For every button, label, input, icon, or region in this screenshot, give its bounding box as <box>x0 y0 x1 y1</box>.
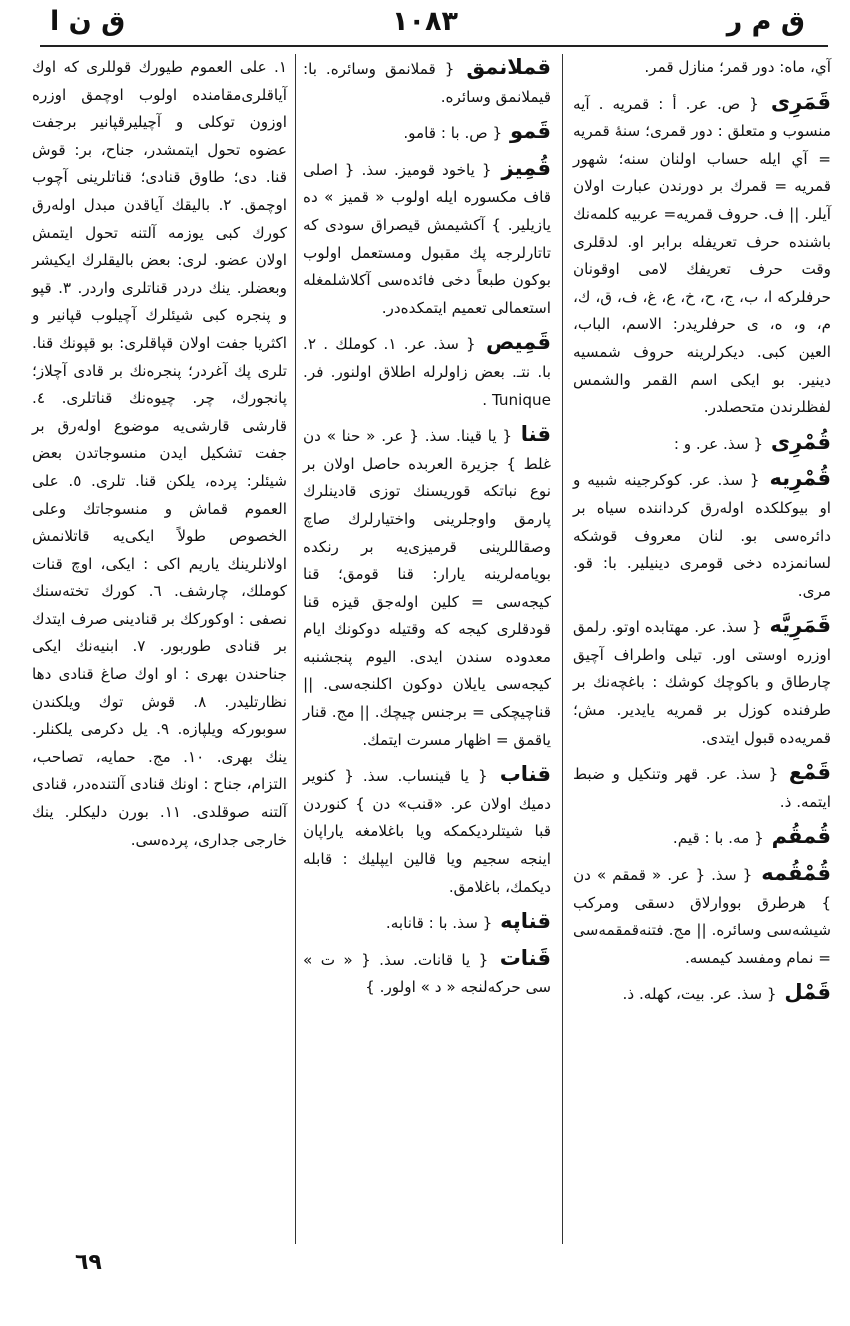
entry-definition: { يا قانات. سذ. { « ت » سى حركه‌لنجه « د » اولور. } <box>303 950 551 997</box>
dictionary-entry <box>573 54 831 82</box>
dictionary-entry <box>573 89 831 422</box>
dictionary-entry <box>573 465 831 605</box>
entry-headword: قنا <box>520 422 551 447</box>
entry-definition: { سذ. { عر. « قمقم » دن } هرطرق بووارلاق دسقى ومركب شيشه‌سى وسائره. || مج. فتنه‌قمقمه‌سى = نمام ومفسد كيمسه. <box>573 866 831 967</box>
entry-definition: { ياخود قوميز. سذ. { اصلى قاف مكسوره ايله اولوب « قميز » ده يازيلير. } آكشيمش قيصراق سودى كه تاتارلرجه پك مقبول ومستعمل اولوب بوكون طبعاً دخى فائده‌سى آكلاشلمغله استعمالى تعميم ايتمكده‌در. <box>303 160 551 317</box>
dictionary-entry <box>573 823 831 853</box>
column-right <box>573 54 831 1016</box>
entry-headword: قناپه <box>500 909 551 934</box>
header-right-letters: ق م ر <box>726 6 805 37</box>
entry-definition: { سذ. عر. مهتابده اوتو. رلمق اوزره اوستى اور. تيلى واطراف آچيق چارطاق و باكوچك كوشك : باغچه‌نك بر طرفنده كوزل بر قمريه يايدير. مش؛ قمريه‌ده قبول ايتدى. <box>573 618 831 747</box>
entry-definition: { سذ. عر. بيت، كهله. ذ. <box>622 985 782 1004</box>
header-rule <box>40 45 828 47</box>
dictionary-entry <box>303 908 551 938</box>
header-page-number: ١٠٨٣ <box>392 6 458 37</box>
entry-definition: { يا قينساب. سذ. { كنوير دميك اولان عر. «قنب» دن } كنوردن قبا شيتلرديكمكه ويا باغلامغه ياراپان اينجه سجيم ويا قالين ايپليك : قابله ديكمك، باغلامق. <box>303 767 551 896</box>
entry-headword: قُمِيز <box>501 155 551 180</box>
entry-headword: قناب <box>499 762 551 787</box>
column-divider-left <box>295 54 296 1244</box>
entry-headword: قَنات <box>499 945 551 970</box>
entry-definition: { ص. عر. أ : قمريه . آيه منسوب و متعلق : دور قمرى؛ سنهٔ قمريه = آي ايله حساب اولنان سنه؛ شهور قمريه = قمرك بر دورندن عبارت اولان آيلر. || ف. حروف قمريه= عربيه كلمه‌نك باشنده حرف تعريفله برابر او. لدقلرى وقت حرف تعريفك لامى اوقونان حرفلركه ا، ب، ج، ح، خ، ع، غ، ف، ق، ك، م، و، ه، ى حرفلريدر: الاسم، الباب، العين كبى. ديكرلرينه حروف شمسيه دينير. بو ايكى اسم القمر والشمس لفظلرندن متحصلدر. <box>573 94 831 417</box>
entry-headword: قُمْرِى <box>770 429 831 454</box>
dictionary-entry <box>573 759 831 816</box>
dictionary-entry <box>303 54 551 111</box>
column-left <box>32 54 287 861</box>
entry-headword: قُمْرِيه <box>769 466 831 491</box>
dictionary-entry <box>32 54 287 854</box>
dictionary-entry <box>303 329 551 414</box>
entry-definition: { سذ. عر. ١. كوملك . ٢. با. نتـ. بعض زاولرله اطلاق اولنور. فر. Tunique . <box>303 335 551 409</box>
entry-headword: قَمِيص <box>485 330 551 355</box>
entry-definition: آي، ماه: دور قمر؛ منازل قمر. <box>644 58 831 76</box>
column-middle <box>303 54 551 1009</box>
entry-definition: { سذ. عر. قهر وتنكيل و ضبط ايتمه. ذ. <box>573 765 831 811</box>
entry-definition: { سذ. عر. و : <box>673 434 768 453</box>
dictionary-entry <box>573 429 831 459</box>
dictionary-entry <box>303 155 551 323</box>
dictionary-entry <box>573 979 831 1009</box>
entry-headword: قَمْل <box>784 980 831 1005</box>
header-left-letters: ق ن ا <box>50 6 126 37</box>
entry-headword: قملانمق <box>466 55 551 79</box>
entry-definition: { يا قينا. سذ. { عر. « حنا » دن غلط } جزيرة العربده حاصل اولان بر نوع نباتكه قوريسنك توزى قادينلرك پارمق واوجلرينى واختيارلرك صاچ وصقاللرينى قرميزى‌يه بر رنكده بويامه‌لرينه يارار: قنا قومق؛ قنا كيجه‌سى = كلين اوله‌جق قيزه قنا قودقلرى كيجه كه وقتيله دوكونك ايام معدوده سندن ايدى. اليوم پنجشنبه كيجه‌سى يايلان دوكون اكلنجه‌سى. || قناچيچكى = برجنس چيچك. || مج. قنار ياقمق = اظهار مسرت ايتمك. <box>303 427 551 749</box>
page-header <box>0 0 850 44</box>
entry-headword: قُمقُم <box>771 824 831 849</box>
dictionary-entry <box>303 945 551 1002</box>
entry-definition: { قملانمق وسائره. با: قيملانمق وسائره. <box>303 60 551 106</box>
entry-headword: قَمْع <box>788 760 831 785</box>
page-footer-marker: ٦٩ <box>75 1250 102 1275</box>
dictionary-entry <box>573 612 831 752</box>
entry-headword: قَمَرِى <box>770 89 831 114</box>
entry-definition: { مه. با : قيم. <box>672 829 769 848</box>
entry-headword: قَمو <box>510 119 551 144</box>
entry-definition: { سذ. عر. كوكرجينه شبيه و او بيوكلكده اولەرق كرداننده سياه بر دائره‌سى بو. لنان معروف قوشكه لسانمزده دخى قومرى دينيلير. با: قو. مرى. <box>573 471 831 600</box>
dictionary-entry <box>303 761 551 901</box>
entry-headword: قَمَرِيَّه <box>769 613 831 638</box>
entry-definition: { سذ. با : قانابه. <box>385 914 498 933</box>
dictionary-entry <box>303 421 551 754</box>
dictionary-entry <box>303 118 551 148</box>
entry-headword: قُمْقُمه <box>761 861 831 886</box>
column-divider-right <box>562 54 563 1244</box>
dictionary-entry <box>573 860 831 972</box>
entry-definition: { ص. با : قامو. <box>403 124 507 143</box>
entry-definition: ١. على العموم طيورك قوللرى كه اوك آياقلرى‌مقامنده اولوب اوچمق اوزره اوزون توكلى و آچيلير‌قپانير برجفت عضوه تحول ايتمشدر، جناح، بر: قوش قنا. دى؛ طاوق قنادى؛ قناتلرينى آچوب اوچمق. ٢. باليقك آياقدن مبدل اوله‌رق كورك كبى يوزمه آلتنه تحول ايتمش اولان عضو. لرى: بعض باليقلرك ايكيشر وبعضلر. ينك دردر قناتلرى واردر. ٣. قپو و پنجره كبى شيئلرك آچيلوب قپانير و اكثريا جفت اولان قپاقلرى: بو قپونك قنا. تلرى پك آغردر؛ پنجره‌نك بر قادى آچلاز؛ پانجورك، چر. چيوه‌نك قناتلرى. ٤. قارشى قارشى‌يه موضوع اوله‌رق بر جفت تشكيل ايدن منسوجاتدن بعض شيئلر: پرده، يلكن قنا. تلرى. ٥. على العموم قماش و منسوجاتك وعلى الخصوص طولاً ايكى‌يه قاتلانمش اولانلرينك ياريم اكى : ايكى، اوچ قنات كوملك، چارشف. ٦. كورك تخته‌سنك نصفى : اوكوركك بر قنادينى صرف ايتدك بر قنادى طوربور. ٧. ابنيه‌نك ايكى جناحندن بهرى : او اوك صاغ قنادى دها نظارتليدر. ٨. قوش توك ويلكندن سوبوركه ويلپازه. ٩. يل دكرمى يلكنلر. ينك بهرى. ١٠. مج. حمايه، تصاحب، التزام، جناح : اونك قنادى آلتنده‌در، قنادى آلتنه صوقلدى. ١١. بورن دليكلر. ينك خارجى جدارى، پرده‌سى. <box>32 58 288 849</box>
